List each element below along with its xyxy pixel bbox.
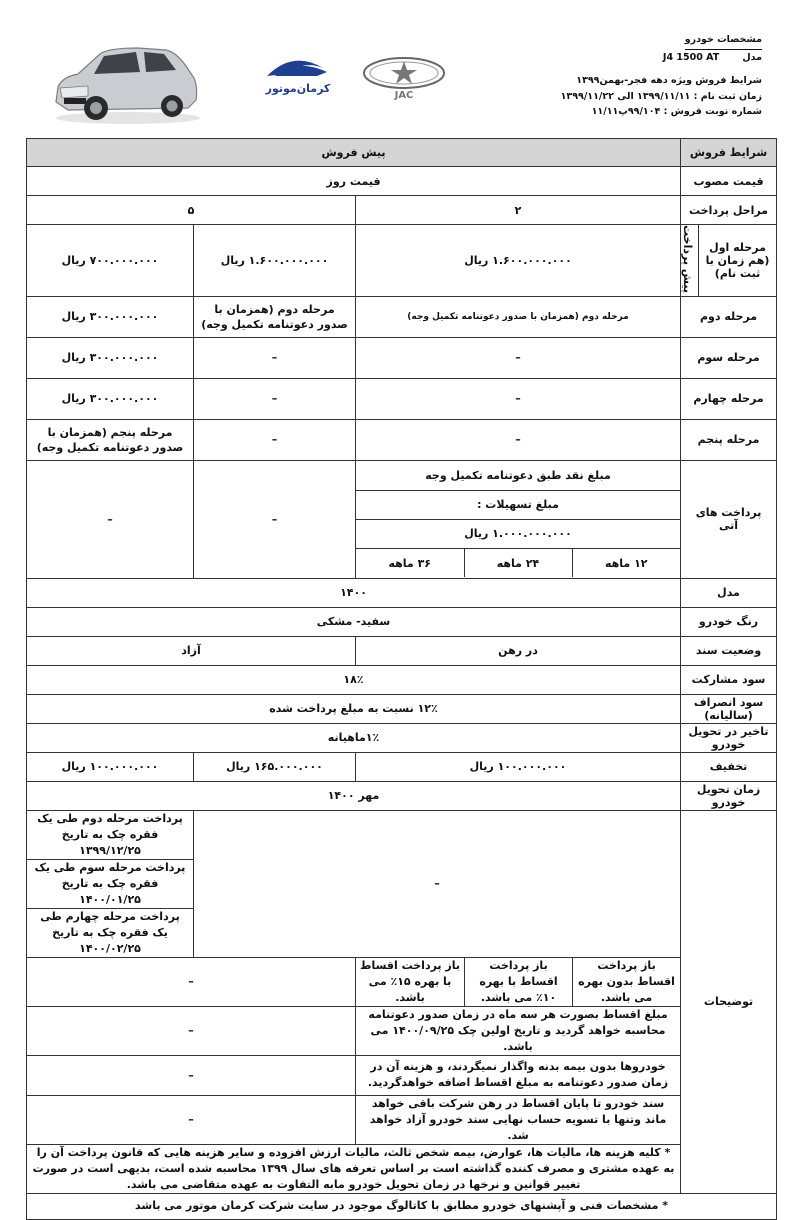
label-stage1: مرحله اول (هم زمان با ثبت نام)	[699, 225, 777, 297]
label-cancel: سود انصراف (سالیانه)	[681, 694, 777, 723]
value-color: سفید- مشکی	[27, 607, 681, 636]
footer-specs-note: * مشخصات فنی و آپشنهای خودرو مطابق با کاتالوگ موجود در سایت شرکت کرمان موتور می باشد	[27, 1193, 777, 1219]
future-loan-label: مبلغ تسهیلات :	[356, 490, 680, 519]
label-stage3: مرحله سوم	[681, 337, 777, 378]
kerman-motor-logo	[257, 54, 339, 98]
model-value: J4 1500 AT	[662, 51, 720, 63]
label-sale-terms: شرایط فروش	[681, 139, 777, 167]
note-insurance: خودروها بدون بیمه بدنه واگذار نمیگردند، و هزینه آن در زمان صدور دعوتنامه به مبلغ اقساط اضافه خواهدگردید.	[356, 1055, 681, 1095]
label-notes: توضیحات	[681, 810, 777, 1193]
row-discount	[27, 752, 777, 781]
label-future-payments: پرداخت های آتی	[681, 460, 777, 578]
label-doc-status: وضعیت سند	[681, 636, 777, 665]
row-notes-installments	[27, 957, 777, 1006]
label-partnership: سود مشارکت	[681, 665, 777, 694]
value-cancel: ۱۲٪ نسبت به مبلغ پرداخت شده	[27, 694, 681, 723]
check-stage4: پرداخت مرحله چهارم طی یک فقره چک به تاریخ ۱۴۰۰/۰۲/۲۵	[27, 908, 194, 957]
document-header	[0, 0, 786, 136]
installment-no-interest: باز پرداخت اقساط بدون بهره می باشد.	[573, 957, 681, 1006]
stage3-c: ۳۰۰.۰۰۰.۰۰۰ ریال	[27, 337, 194, 378]
row-stage5	[27, 419, 777, 460]
installment-10-percent: باز پرداخت اقساط با بهره ۱۰٪ می باشد.	[465, 957, 573, 1006]
label-prepayment: پیش پرداخت	[681, 225, 699, 297]
stage5-c: مرحله پنجم (همزمان با صدور دعوتنامه تکمیل وجه)	[27, 419, 194, 460]
installment-15-percent: باز پرداخت اقساط با بهره ۱۵٪ می باشد.	[356, 957, 465, 1006]
stage4-c: ۳۰۰.۰۰۰.۰۰۰ ریال	[27, 378, 194, 419]
label-model: مدل	[681, 578, 777, 607]
check-stage3: پرداخت مرحله سوم طی یک فقره چک به تاریخ ۱۴۰۰/۰۱/۲۵	[27, 859, 194, 908]
row-stage1	[27, 225, 777, 297]
row-partnership	[27, 665, 777, 694]
stage4-b: –	[194, 378, 356, 419]
row-model	[27, 578, 777, 607]
future-loan-amount: ۱.۰۰۰.۰۰۰.۰۰۰ ریال	[356, 519, 680, 548]
stage3-b: –	[194, 337, 356, 378]
stage1-b: ۱.۶۰۰.۰۰۰.۰۰۰ ریال	[194, 225, 356, 297]
label-stage2: مرحله دوم	[681, 296, 777, 337]
jac-logo	[361, 56, 447, 100]
discount-a: ۱۰۰.۰۰۰.۰۰۰ ریال	[356, 752, 681, 781]
row-delay	[27, 723, 777, 752]
row-future-payments	[27, 460, 777, 578]
row-payment-stages	[27, 196, 777, 225]
row-cancel	[27, 694, 777, 723]
future-payments-b: –	[194, 460, 356, 578]
stage1-c: ۷۰۰.۰۰۰.۰۰۰ ریال	[27, 225, 194, 297]
label-delay: تاخیر در تحویل خودرو	[681, 723, 777, 752]
row-footer1	[27, 1144, 777, 1193]
row-note2	[27, 1055, 777, 1095]
months-12: ۱۲ ماهه	[572, 548, 680, 577]
discount-c: ۱۰۰.۰۰۰.۰۰۰ ریال	[27, 752, 194, 781]
label-stage4: مرحله چهارم	[681, 378, 777, 419]
check-stage2: پرداخت مرحله دوم طی یک فقره چک به تاریخ ۱۳۹۹/۱۲/۲۵	[27, 810, 194, 859]
label-delivery: زمان تحویل خودرو	[681, 781, 777, 810]
sale-turn-number: شماره نوبت فروش : ۹۹/۱۰۴پ۱۱/۱۱	[591, 106, 762, 117]
label-stage5: مرحله پنجم	[681, 419, 777, 460]
note3-dash: –	[27, 1095, 356, 1144]
value-delivery: مهر ۱۴۰۰	[27, 781, 681, 810]
stage5-a: –	[356, 419, 681, 460]
value-sale-terms: پیش فروش	[27, 139, 681, 167]
doc-status-b: آزاد	[27, 636, 356, 665]
months-36: ۳۶ ماهه	[388, 556, 432, 570]
row-color	[27, 607, 777, 636]
footer-costs-note: * کلیه هزینه ها، مالیات ها، عوارض، بیمه شخص ثالث، مالیات ارزش افزوده و سایر هزینه هایی که قانون پرداخت آن را به عهده مشتری و مصرف کننده گذاشته است بر اساس تعرفه های سال ۱۳۹۹ محاسبه شده است، بدیهی است در صورت تغییر قوانین و نرخها در زمان تحویل خودرو مابه التفاوت به عهده متقاضی می باشد.	[27, 1144, 681, 1193]
model-label: مدل	[742, 51, 762, 63]
installment-dash: –	[27, 957, 356, 1006]
note-document: سند خودرو تا پایان اقساط در رهن شرکت باقی خواهد ماند وتنها با تسویه حساب نهایی سند خودرو آزاد خواهد شد.	[356, 1095, 681, 1144]
label-color: رنگ خودرو	[681, 607, 777, 636]
stage5-b: –	[194, 419, 356, 460]
doc-status-a: در رهن	[356, 636, 681, 665]
stage2-a: مرحله دوم (همزمان با صدور دعوتنامه تکمیل وجه)	[356, 296, 681, 337]
months-24: ۲۴ ماهه	[464, 548, 572, 577]
row-doc-status	[27, 636, 777, 665]
future-payments-a	[356, 460, 681, 578]
car-image	[48, 32, 200, 128]
stage1-a: ۱.۶۰۰.۰۰۰.۰۰۰ ریال	[356, 225, 681, 297]
svg-text:کرمان‌موتور: کرمان‌موتور	[265, 82, 331, 95]
label-discount: تخفیف	[681, 752, 777, 781]
label-approved-price: قیمت مصوب	[681, 167, 777, 196]
label-payment-stages: مراحل پرداخت	[681, 196, 777, 225]
sale-title: شرایط فروش ویژه دهه فجر-بهمن۱۳۹۹	[576, 75, 762, 86]
row-footer2	[27, 1193, 777, 1219]
stage4-a: –	[356, 378, 681, 419]
value-model: ۱۴۰۰	[27, 578, 681, 607]
value-partnership: ۱۸٪	[27, 665, 681, 694]
value-approved-price: قیمت روز	[27, 167, 681, 196]
row-stage4	[27, 378, 777, 419]
value-delay: ۱٪ماهیانه	[27, 723, 681, 752]
registration-period: زمان ثبت نام : ۱۳۹۹/۱۱/۱۱ الی ۱۳۹۹/۱۱/۲۲	[560, 90, 762, 102]
stage2-c: ۳۰۰.۰۰۰.۰۰۰ ریال	[27, 296, 194, 337]
row-notes-check1	[27, 810, 777, 859]
note2-dash: –	[27, 1055, 356, 1095]
future-payments-c: –	[27, 460, 194, 578]
notes-checks-a: –	[194, 810, 681, 957]
row-sale-terms	[27, 139, 777, 167]
spec-block	[512, 32, 762, 120]
svg-text:JAC: JAC	[394, 90, 414, 100]
row-note1	[27, 1006, 777, 1055]
sales-conditions-table	[26, 138, 777, 1220]
future-cash: مبلغ نقد طبق دعوتنامه تکمیل وجه	[356, 461, 680, 490]
note-installments: مبلغ اقساط بصورت هر سه ماه در زمان صدور دعوتنامه محاسبه خواهد گردید و تاریخ اولین چک ۱۴۰۰/۰۹/۲۵ می باشد.	[356, 1006, 681, 1055]
row-stage3	[27, 337, 777, 378]
stages-count-b: ۵	[27, 196, 356, 225]
stages-count-a: ۲	[356, 196, 681, 225]
row-note3	[27, 1095, 777, 1144]
discount-b: ۱۶۵.۰۰۰.۰۰۰ ریال	[194, 752, 356, 781]
row-delivery	[27, 781, 777, 810]
spec-title: مشخصات خودرو	[685, 32, 762, 50]
note1-dash: –	[27, 1006, 356, 1055]
row-stage2	[27, 296, 777, 337]
stage3-a: –	[356, 337, 681, 378]
row-approved-price	[27, 167, 777, 196]
stage2-b: مرحله دوم (همزمان با صدور دعوتنامه تکمیل وجه)	[194, 296, 356, 337]
future-inner-table	[356, 461, 680, 577]
